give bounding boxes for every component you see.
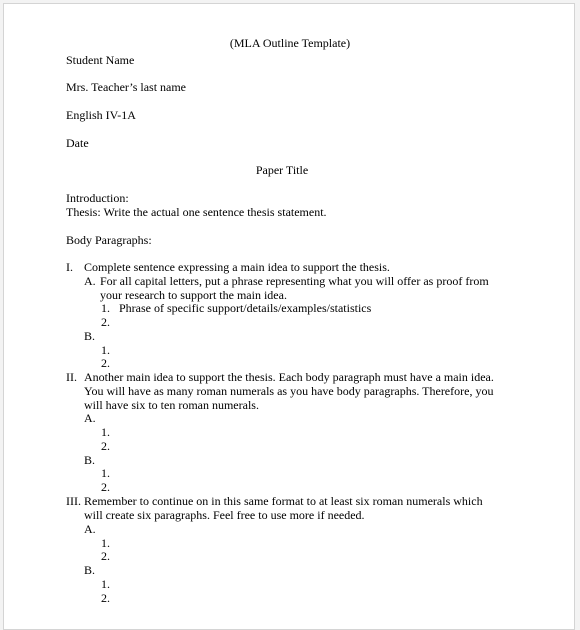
teacher-name: Mrs. Teacher’s last name (66, 80, 187, 94)
subpoint-i-a-line1: For all capital letters, put a phrase representing what you will offer as proof from (100, 274, 489, 288)
letter-ii-b: B. (84, 453, 96, 467)
main-idea-ii-line1: Another main idea to support the thesis. Each body paragraph must have a main idea. (84, 370, 494, 384)
introduction-label: Introduction: (66, 191, 129, 205)
course-name: English IV-1A (66, 108, 136, 122)
item-i-b-2: 2. (101, 356, 110, 370)
item-ii-a-1: 1. (101, 425, 110, 439)
template-label: (MLA Outline Template) (229, 36, 351, 50)
item-ii-b-2: 2. (101, 480, 110, 494)
main-idea-iii-line1: Remember to continue on in this same format to at least six roman numerals which (84, 494, 483, 508)
numeral-i: I. (66, 260, 73, 274)
main-idea-ii-line3: will have six to ten roman numerals. (84, 398, 259, 412)
body-paragraphs-label: Body Paragraphs: (66, 233, 152, 247)
student-name: Student Name (66, 53, 135, 67)
numeral-iii: III. (66, 494, 81, 508)
item-iii-b-2: 2. (101, 591, 110, 605)
item-ii-b-1: 1. (101, 466, 110, 480)
item-i-a-1: 1. (101, 301, 110, 315)
item-iii-a-1: 1. (101, 536, 110, 550)
main-idea-i: Complete sentence expressing a main idea to support the thesis. (84, 260, 390, 274)
main-idea-ii-line2: You will have as many roman numerals as you have body paragraphs. Therefore, you (84, 384, 494, 398)
item-i-b-1: 1. (101, 343, 110, 357)
subpoint-i-a-line2: your research to support the main idea. (100, 288, 287, 302)
letter-i-a: A. (84, 274, 96, 288)
numeral-ii: II. (66, 370, 77, 384)
letter-iii-a: A. (84, 522, 96, 536)
letter-ii-a: A. (84, 411, 96, 425)
paper-title: Paper Title (255, 163, 309, 177)
document-page (3, 3, 575, 630)
item-iii-b-1: 1. (101, 577, 110, 591)
thesis-statement: Thesis: Write the actual one sentence thesis statement. (66, 205, 327, 219)
date-line: Date (66, 136, 89, 150)
main-idea-iii-line2: will create six paragraphs. Feel free to use more if needed. (84, 508, 365, 522)
item-i-a-1-text: Phrase of specific support/details/examples/statistics (119, 301, 372, 315)
item-ii-a-2: 2. (101, 439, 110, 453)
letter-iii-b: B. (84, 563, 96, 577)
item-i-a-2: 2. (101, 315, 110, 329)
item-iii-a-2: 2. (101, 549, 110, 563)
letter-i-b: B. (84, 329, 96, 343)
